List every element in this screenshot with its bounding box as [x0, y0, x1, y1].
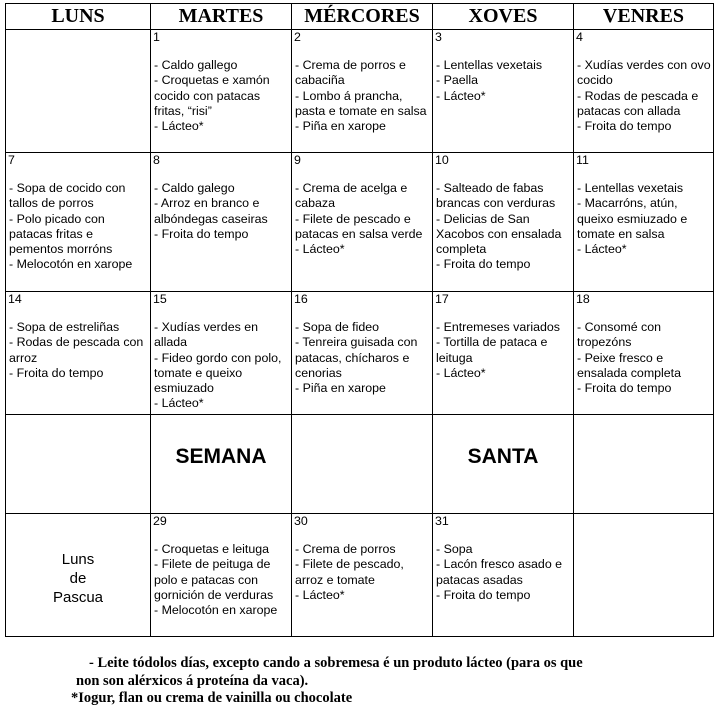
menu-item: - Crema de acelga e cabaza — [295, 181, 408, 211]
menu-item: - Delicias de San Xacobos con ensalada completa — [436, 211, 562, 257]
menu-item: - Croquetas e xamón cocido con patacas fritas, “risi” — [154, 73, 270, 118]
menu-notes — [71, 655, 711, 708]
day-cell — [151, 514, 292, 637]
menu-item: - Froita do tempo — [154, 226, 249, 241]
menu-item: - Lácteo* — [154, 396, 204, 411]
holy-week-cell — [6, 415, 151, 514]
menu-items — [292, 168, 432, 257]
day-cell — [433, 30, 574, 153]
holy-week-cell — [574, 415, 714, 514]
menu-items — [6, 168, 150, 273]
header-wednesday: MÉRCORES — [292, 4, 433, 30]
header-friday: VENRES — [574, 4, 714, 30]
menu-item: - Xudías verdes con ovo cocido — [577, 58, 711, 88]
menu-item: - Sopa de cocido con tallos de porros — [9, 181, 126, 211]
school-menu-calendar — [5, 3, 714, 637]
holy-week-label-santa: SANTA — [467, 445, 539, 468]
week-row — [6, 292, 714, 415]
day-number: 3 — [435, 30, 442, 44]
menu-items — [433, 168, 573, 273]
day-cell — [6, 30, 151, 153]
menu-item: - Caldo galego — [154, 181, 235, 195]
menu-item: - Xudías verdes en allada — [154, 320, 259, 350]
menu-items — [292, 45, 432, 134]
day-number: 14 — [8, 292, 22, 306]
menu-item: - Lácteo* — [295, 242, 345, 257]
menu-item: - Crema de porros e cabaciña — [295, 58, 406, 88]
day-number — [6, 30, 150, 45]
menu-item: - Froita do tempo — [577, 119, 672, 134]
menu-items — [151, 168, 291, 242]
day-cell — [574, 292, 714, 415]
menu-items — [433, 529, 573, 603]
easter-week-row — [6, 514, 714, 637]
menu-items — [574, 307, 713, 396]
menu-items — [574, 45, 713, 134]
menu-item: - Rodas de pescada e patacas con allada — [577, 88, 699, 118]
day-cell — [151, 30, 292, 153]
menu-item: - Caldo gallego — [154, 58, 238, 72]
menu-item: - Sopa de fideo — [295, 320, 380, 334]
day-number: 31 — [435, 514, 449, 528]
day-number: 1 — [153, 30, 160, 44]
menu-items — [151, 45, 291, 134]
day-cell — [6, 153, 151, 292]
menu-item: - Arroz en branco e albóndegas caseiras — [154, 196, 268, 226]
day-number: 16 — [294, 292, 308, 306]
holy-week-cell — [151, 415, 292, 514]
day-cell — [292, 514, 433, 637]
menu-item: - Sopa — [436, 542, 473, 556]
menu-item: - Lombo á prancha, pasta e tomate en salsa — [295, 88, 427, 118]
menu-items — [574, 168, 713, 257]
menu-item: - Lácteo* — [436, 365, 486, 380]
day-number: 17 — [435, 292, 449, 306]
header-monday: LUNS — [6, 4, 151, 30]
day-cell — [574, 514, 714, 637]
day-number: 8 — [153, 153, 160, 167]
week-row — [6, 153, 714, 292]
holy-week-row — [6, 415, 714, 514]
menu-item: - Lácteo* — [436, 88, 486, 103]
day-cell — [151, 153, 292, 292]
milk-note: - Leite tódolos días, excepto cando a sobremesa é un produto lácteo (para os que — [89, 655, 583, 671]
menu-items — [574, 529, 713, 542]
day-number: 29 — [153, 514, 167, 528]
day-cell — [151, 292, 292, 415]
menu-item: - Entremeses variados — [436, 320, 560, 334]
day-number: 4 — [576, 30, 583, 44]
menu-item: - Consomé con tropezóns — [577, 320, 662, 350]
menu-item: - Froita do tempo — [577, 381, 672, 396]
day-cell — [574, 153, 714, 292]
menu-item: - Tenreira guisada con patacas, chícharos e cenorias — [295, 335, 418, 380]
day-number: 18 — [576, 292, 590, 306]
day-cell — [574, 30, 714, 153]
week-row — [6, 30, 714, 153]
menu-item: - Croquetas e leituga — [154, 542, 270, 556]
easter-monday-label: Luns de Pascua — [52, 551, 104, 606]
menu-item: - Salteado de fabas brancas con verduras — [436, 181, 556, 211]
day-cell — [292, 292, 433, 415]
menu-item: - Piña en xarope — [295, 119, 386, 134]
menu-item: - Froita do tempo — [436, 587, 531, 602]
day-cell — [433, 153, 574, 292]
menu-item: - Polo picado con patacas fritas e pementos morróns — [9, 211, 113, 257]
menu-item: - Filete de pescado, arroz e tomate — [295, 557, 404, 587]
menu-item: - Tortilla de pataca e leituga — [436, 335, 548, 365]
menu-item: - Lentellas vexetais — [436, 58, 543, 72]
holy-week-cell — [433, 415, 574, 514]
day-cell — [6, 292, 151, 415]
menu-items — [433, 307, 573, 381]
day-cell — [433, 514, 574, 637]
day-number: 15 — [153, 292, 167, 306]
day-number: 10 — [435, 153, 449, 167]
dairy-footnote: *Iogur, flan ou crema de vainilla ou chocolate — [71, 690, 353, 706]
easter-monday-cell — [6, 514, 151, 637]
day-cell — [292, 153, 433, 292]
menu-item: - Melocotón en xarope — [154, 603, 278, 618]
menu-item: - Filete de peituga de polo e patacas con gornición de verduras — [154, 557, 274, 602]
milk-note-continued: non son alérxicos á proteína da vaca). — [76, 672, 309, 689]
day-number — [574, 514, 713, 529]
day-cell — [433, 292, 574, 415]
header-thursday: XOVES — [433, 4, 574, 30]
menu-item: - Sopa de estreliñas — [9, 320, 120, 334]
menu-item: - Lácteo* — [154, 119, 204, 134]
menu-item: - Froita do tempo — [9, 365, 104, 380]
menu-item: - Peixe fresco e ensalada completa — [577, 350, 682, 380]
menu-item: - Rodas de pescada con arroz — [9, 335, 144, 365]
day-number: 9 — [294, 153, 301, 167]
day-number: 7 — [8, 153, 15, 167]
menu-items — [6, 45, 150, 58]
menu-item: - Crema de porros — [295, 542, 396, 556]
header-tuesday: MARTES — [151, 4, 292, 30]
menu-item: - Lácteo* — [577, 242, 627, 257]
menu-item: - Piña en xarope — [295, 381, 386, 396]
day-number: 30 — [294, 514, 308, 528]
menu-item: - Lentellas vexetais — [577, 181, 684, 195]
menu-item: - Fideo gordo con polo, tomate e queixo esmiuzado — [154, 350, 282, 396]
weekday-header-row — [6, 4, 714, 30]
menu-items — [151, 307, 291, 412]
menu-item: - Lacón fresco asado e patacas asadas — [436, 557, 563, 587]
menu-items — [6, 307, 150, 381]
holy-week-cell — [292, 415, 433, 514]
menu-items — [292, 529, 432, 603]
menu-item: - Lácteo* — [295, 587, 345, 602]
day-number: 2 — [294, 30, 301, 44]
menu-item: - Paella — [436, 73, 479, 88]
menu-item: - Melocotón en xarope — [9, 257, 133, 272]
menu-items — [292, 307, 432, 396]
day-number: 11 — [576, 153, 589, 167]
menu-items — [433, 45, 573, 104]
menu-items — [151, 529, 291, 618]
menu-item: - Filete de pescado e patacas en salsa verde — [295, 211, 423, 241]
holy-week-label-semana: SEMANA — [175, 445, 267, 468]
day-cell — [292, 30, 433, 153]
menu-item: - Froita do tempo — [436, 257, 531, 272]
menu-item: - Macarróns, atún, queixo esmiuzado e tomate en salsa — [577, 196, 688, 241]
